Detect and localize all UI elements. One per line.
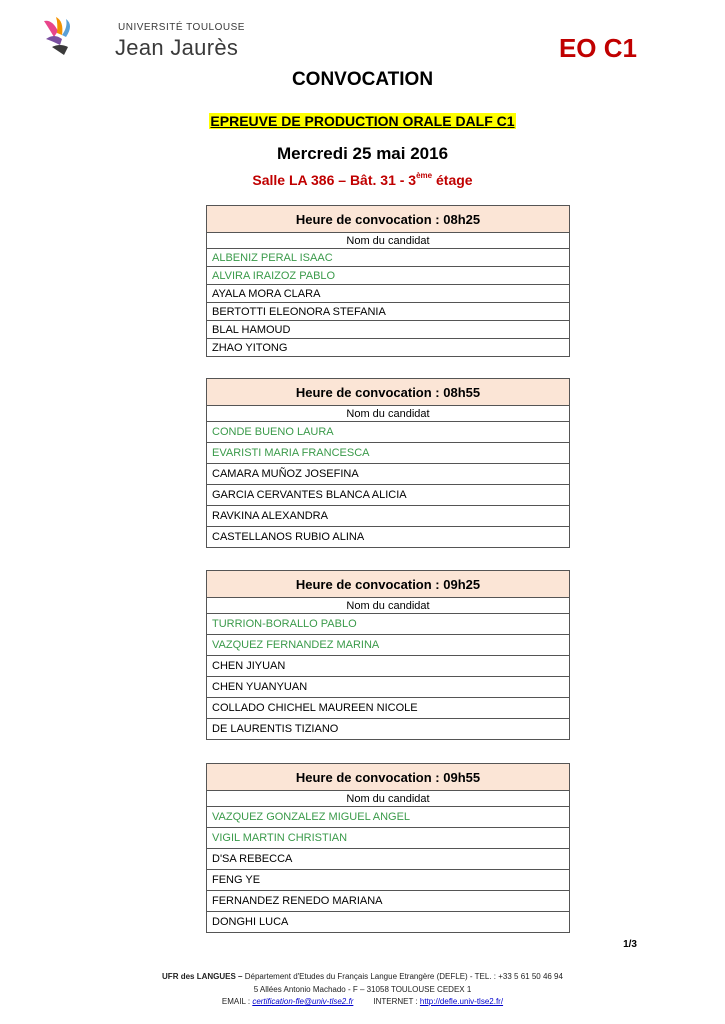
footer-internet-label: INTERNET : xyxy=(373,997,420,1006)
room-suffix: étage xyxy=(432,172,473,188)
slot-header: Heure de convocation : 08h25 xyxy=(207,206,570,233)
candidate-name: FERNANDEZ RENEDO MARIANA xyxy=(207,891,570,912)
candidate-name: ALVIRA IRAIZOZ PABLO xyxy=(207,267,570,285)
candidate-name: CHEN YUANYUAN xyxy=(207,677,570,698)
logo-name-text: Jean Jaurès xyxy=(115,35,239,60)
candidate-name: D'SA REBECCA xyxy=(207,849,570,870)
candidate-name: FENG YE xyxy=(207,870,570,891)
candidate-name: GARCIA CERVANTES BLANCA ALICIA xyxy=(207,485,570,506)
candidate-name: CAMARA MUÑOZ JOSEFINA xyxy=(207,464,570,485)
footer-internet-link[interactable]: http://defle.univ-tlse2.fr/ xyxy=(419,997,504,1006)
slot-header: Heure de convocation : 09h25 xyxy=(207,571,570,598)
slot-table-0925 xyxy=(206,570,570,740)
candidate-name: DONGHI LUCA xyxy=(207,912,570,933)
candidate-name: RAVKINA ALEXANDRA xyxy=(207,506,570,527)
candidate-name: BERTOTTI ELEONORA STEFANIA xyxy=(207,303,570,321)
candidate-name: EVARISTI MARIA FRANCESCA xyxy=(207,443,570,464)
column-header: Nom du candidat xyxy=(207,791,570,807)
footer-dept-text: Département d'Etudes du Français Langue Etrangère (DEFLE) - TEL. : +33 5 61 50 46 94 xyxy=(242,972,563,981)
exam-code: EO C1 xyxy=(558,33,637,63)
candidate-name: COLLADO CHICHEL MAUREEN NICOLE xyxy=(207,698,570,719)
slot-table-0855 xyxy=(206,378,570,548)
exam-subtitle xyxy=(0,113,725,129)
logo-emblem-icon xyxy=(42,17,76,57)
room-floor-sup: ème xyxy=(416,171,433,180)
candidate-name: DE LAURENTIS TIZIANO xyxy=(207,719,570,740)
footer-ufr: UFR des LANGUES – xyxy=(162,972,243,981)
room-prefix: Salle LA 386 – Bât. 31 - 3 xyxy=(252,172,417,188)
exam-date: Mercredi 25 mai 2016 xyxy=(276,144,449,163)
slot-table-0955 xyxy=(206,763,570,933)
column-header: Nom du candidat xyxy=(207,598,570,614)
candidate-name: ZHAO YITONG xyxy=(207,339,570,357)
column-header: Nom du candidat xyxy=(207,406,570,422)
page-number: 1/3 xyxy=(623,939,637,950)
university-logo xyxy=(42,17,245,67)
candidate-name: VAZQUEZ FERNANDEZ MARINA xyxy=(207,635,570,656)
exam-room xyxy=(0,171,725,188)
candidate-name: VAZQUEZ GONZALEZ MIGUEL ANGEL xyxy=(207,807,570,828)
footer-email-link[interactable]: certification-fle@univ-tlse2.fr xyxy=(252,997,354,1006)
page-title: CONVOCATION xyxy=(291,69,434,90)
slot-header: Heure de convocation : 08h55 xyxy=(207,379,570,406)
footer-department xyxy=(0,972,725,981)
candidate-name: ALBENIZ PERAL ISAAC xyxy=(207,249,570,267)
candidate-name: CHEN JIYUAN xyxy=(207,656,570,677)
footer-contact xyxy=(0,997,725,1006)
candidate-name: BLAL HAMOUD xyxy=(207,321,570,339)
logo-university-text: UNIVERSITÉ TOULOUSE xyxy=(118,22,245,33)
footer-address: 5 Allées Antonio Machado - F – 31058 TOULOUSE CEDEX 1 xyxy=(253,985,472,994)
candidate-name: CONDE BUENO LAURA xyxy=(207,422,570,443)
slot-table-0825 xyxy=(206,205,570,357)
candidate-name: AYALA MORA CLARA xyxy=(207,285,570,303)
exam-subtitle-text: EPREUVE DE PRODUCTION ORALE DALF C1 xyxy=(210,113,515,129)
candidate-name: TURRION-BORALLO PABLO xyxy=(207,614,570,635)
footer-email-label: EMAIL : xyxy=(221,997,253,1006)
candidate-name: CASTELLANOS RUBIO ALINA xyxy=(207,527,570,548)
column-header: Nom du candidat xyxy=(207,233,570,249)
candidate-name: VIGIL MARTIN CHRISTIAN xyxy=(207,828,570,849)
slot-header: Heure de convocation : 09h55 xyxy=(207,764,570,791)
